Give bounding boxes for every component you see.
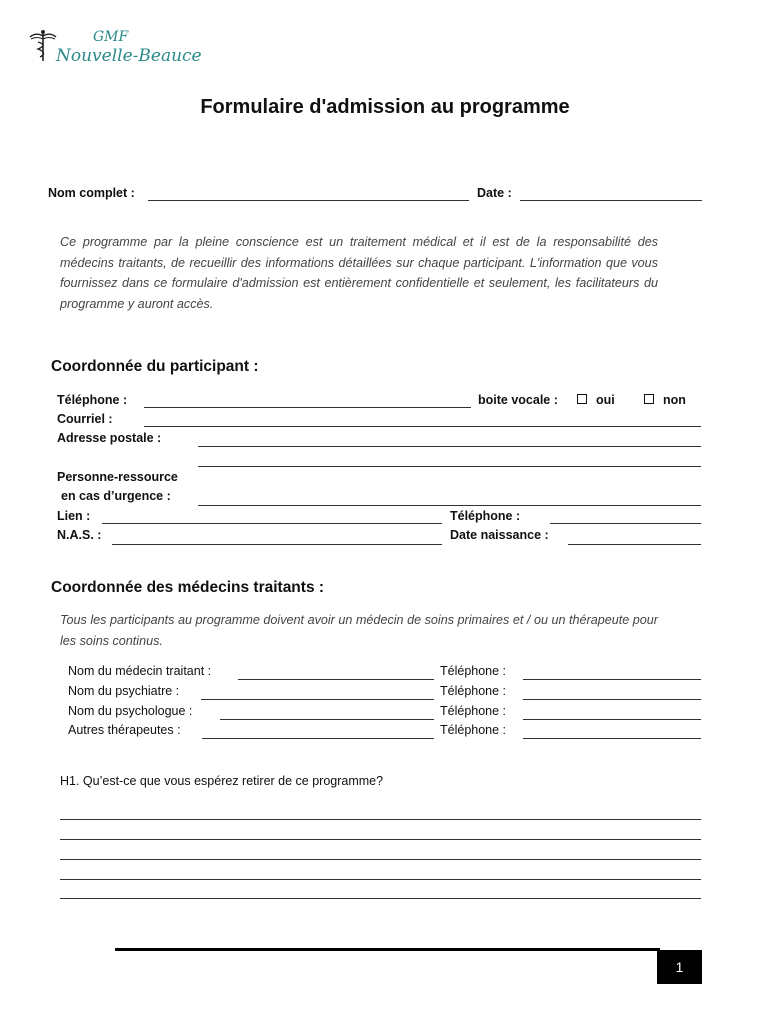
adresse-field-1[interactable] <box>198 446 701 447</box>
page-title: Formulaire d'admission au programme <box>200 96 570 118</box>
lien-label: Lien : <box>57 509 91 523</box>
psychologue-field[interactable] <box>220 719 434 720</box>
telephone-field[interactable] <box>144 407 471 408</box>
courriel-label: Courriel : <box>57 412 113 426</box>
answer-line-3[interactable] <box>60 859 701 860</box>
nas-label: N.A.S. : <box>57 528 102 542</box>
answer-line-4[interactable] <box>60 879 701 880</box>
logo-line2: Nouvelle-Beauce <box>56 46 202 66</box>
autres-therapeutes-tel-field[interactable] <box>523 738 701 739</box>
personne-ressource-label: Personne-ressource <box>57 470 178 484</box>
psychiatre-field[interactable] <box>201 699 434 700</box>
medecins-heading: Coordonnée des médecins traitants : <box>51 579 325 596</box>
psychologue-label: Nom du psychologue : <box>68 704 193 718</box>
autres-therapeutes-label: Autres thérapeutes : <box>68 723 181 737</box>
logo-line1: GMF <box>93 29 129 45</box>
medecin-traitant-tel-label: Téléphone : <box>440 664 507 678</box>
intro-text: Ce programme par la pleine conscience est un traitement médical et il est de la responsabilité des médecins traitants, de recueillir des informations détaillées sur chaque participant. L'information que vous fournissez dans ce formulaire d'admission est entièrement confidentielle et seulement, les facilitateurs du programme y auront accès. <box>60 235 658 312</box>
answer-line-2[interactable] <box>60 839 701 840</box>
date-naissance-field[interactable] <box>568 544 701 545</box>
telephone2-field[interactable] <box>550 523 701 524</box>
date-naissance-label: Date naissance : <box>450 528 549 542</box>
nom-complet-label: Nom complet : <box>48 186 135 200</box>
participant-heading: Coordonnée du participant : <box>51 358 259 375</box>
date-label: Date : <box>477 186 512 200</box>
answer-line-5[interactable] <box>60 898 701 899</box>
page-number: 1 <box>657 950 702 984</box>
nas-field[interactable] <box>112 544 442 545</box>
psychologue-tel-label: Téléphone : <box>440 704 507 718</box>
psychologue-tel-field[interactable] <box>523 719 701 720</box>
courriel-field[interactable] <box>144 426 701 427</box>
oui-checkbox[interactable] <box>577 394 587 404</box>
question-h1-label: H1. Qu’est-ce que vous espérez retirer de ce programme? <box>60 774 384 788</box>
date-field[interactable] <box>520 200 702 201</box>
answer-line-1[interactable] <box>60 819 701 820</box>
adresse-field-2[interactable] <box>198 466 701 467</box>
autres-therapeutes-field[interactable] <box>202 738 434 739</box>
telephone-label: Téléphone : <box>57 393 128 407</box>
urgence-label: en cas d’urgence : <box>61 489 171 503</box>
psychiatre-label: Nom du psychiatre : <box>68 684 180 698</box>
personne-ressource-field[interactable] <box>198 505 701 506</box>
lien-field[interactable] <box>102 523 442 524</box>
oui-label: oui <box>596 393 615 407</box>
boite-vocale-label: boite vocale : <box>478 393 558 407</box>
adresse-label: Adresse postale : <box>57 431 162 445</box>
medecins-note: Tous les participants au programme doivent avoir un médecin de soins primaires et / ou un thérapeute pour les soins continus. <box>60 613 658 648</box>
nom-complet-field[interactable] <box>148 200 469 201</box>
medecin-traitant-label: Nom du médecin traitant : <box>68 664 212 678</box>
autres-therapeutes-tel-label: Téléphone : <box>440 723 507 737</box>
telephone2-label: Téléphone : <box>450 509 521 523</box>
psychiatre-tel-label: Téléphone : <box>440 684 507 698</box>
psychiatre-tel-field[interactable] <box>523 699 701 700</box>
footer-rule <box>115 948 660 951</box>
caduceus-icon <box>28 28 58 62</box>
non-checkbox[interactable] <box>644 394 654 404</box>
non-label: non <box>663 393 686 407</box>
medecin-traitant-tel-field[interactable] <box>523 679 701 680</box>
medecin-traitant-field[interactable] <box>238 679 434 680</box>
